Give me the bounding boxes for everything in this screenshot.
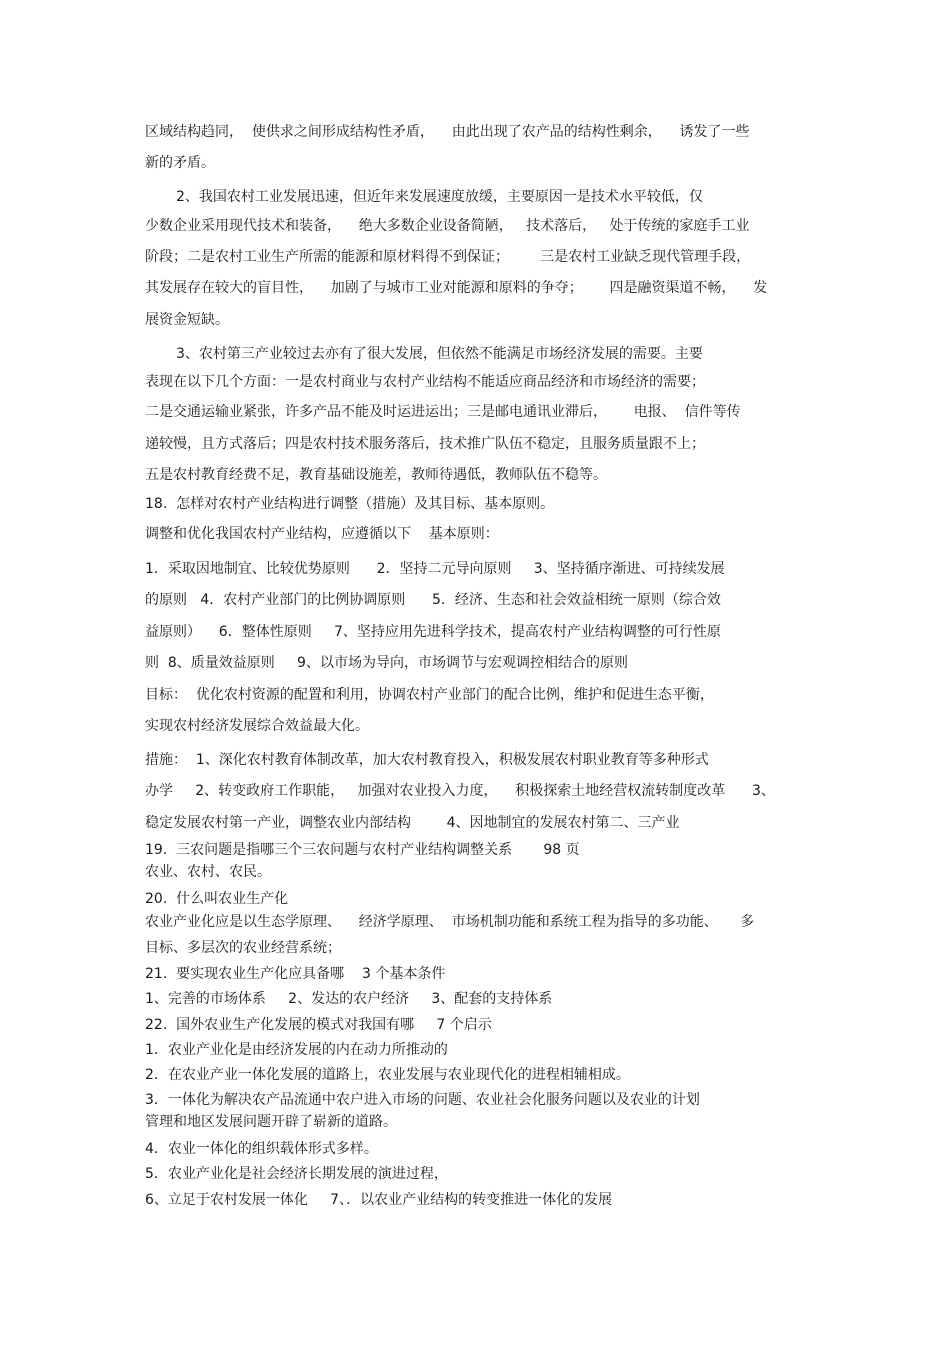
text-line: 管理和地区发展问题开辟了崭新的道路。 <box>145 1114 397 1130</box>
text-line: 6、立足于农村发展一体化 7、．以农业产业结构的转变推进一体化的发展 <box>145 1192 613 1208</box>
heading-q20: 20. 什么叫农业生产化 <box>145 891 289 907</box>
text-line: 展资金短缺。 <box>145 312 229 328</box>
text-line: 5．农业产业化是社会经济长期发展的演进过程， <box>145 1166 448 1182</box>
text-line: 递较慢，且方式落后；四是农村技术服务落后，技术推广队伍不稳定，且服务质量跟不上； <box>145 436 705 452</box>
text-line: 则 8、质量效益原则 9、以市场为导向，市场调节与宏观调控相结合的原则 <box>145 655 628 671</box>
heading-q22: 22. 国外农业生产化发展的模式对我国有哪 7 个启示 <box>145 1017 492 1033</box>
text-line: 目标、多层次的农业经营系统； <box>145 940 341 956</box>
text-line: 二是交通运输业紧张，许多产品不能及时运进运出；三是邮电通讯业滞后， 电报、 信件等传 <box>145 404 741 420</box>
heading-q19: 19. 三农问题是指哪三个三农问题与农村产业结构调整关系 98 页 <box>145 842 580 858</box>
text-line: 1．采取因地制宜、比较优势原则 2．坚持二元导向原则 3、坚持循序渐进、可持续发展 <box>145 561 725 577</box>
text-line: 少数企业采用现代技术和装备， 绝大多数企业设备简陋， 技术落后， 处于传统的家庭手工业 <box>145 218 750 234</box>
text-line: 稳定发展农村第一产业，调整农业内部结构 4、因地制宜的发展农村第二、三产业 <box>145 815 680 831</box>
text-line: 益原则） 6．整体性原则 7、坚持应用先进科学技术，提高农村产业结构调整的可行性原 <box>145 624 721 640</box>
text-line: 4．农业一体化的组织载体形式多样。 <box>145 1141 378 1157</box>
text-line: 2．在农业产业一体化发展的道路上，农业发展与农业现代化的进程相辅相成。 <box>145 1067 630 1083</box>
text-line: 的原则 4．农村产业部门的比例协调原则 5．经济、生态和社会效益相统一原则（综合效 <box>145 592 721 608</box>
text-line: 目标： 优化农村资源的配置和利用，协调农村产业部门的配合比例，维护和促进生态平衡， <box>145 687 714 703</box>
text-line: 五是农村教育经费不足，教育基础设施差，教师待遇低，教师队伍不稳等。 <box>145 467 607 483</box>
heading-q18: 18. 怎样对农村产业结构进行调整（措施）及其目标、基本原则。 <box>145 496 555 512</box>
text-line: 办学 2、转变政府工作职能， 加强对农业投入力度， 积极探索土地经营权流转制度改革 3、 <box>145 783 775 799</box>
text-line: 3．一体化为解决农产品流通中农户进入市场的问题、农业社会化服务问题以及农业的计划 <box>145 1092 700 1108</box>
text-line: 措施： 1、深化农村教育体制改革，加大农村教育投入，积极发展农村职业教育等多种形式 <box>145 752 709 768</box>
text-line: 1．农业产业化是由经济发展的内在动力所推动的 <box>145 1042 448 1058</box>
text-line: 其发展存在较大的盲目性， 加剧了与城市工业对能源和原料的争夺； 四是融资渠道不畅， 发 <box>145 280 768 296</box>
text-line: 3、农村第三产业较过去亦有了很大发展，但依然不能满足市场经济发展的需要。主要 <box>176 346 703 362</box>
text-line: 农业产业化应是以生态学原理、 经济学原理、 市场机制功能和系统工程为指导的多功能、 多 <box>145 914 754 930</box>
text-line: 新的矛盾。 <box>145 155 215 171</box>
text-line: 实现农村经济发展综合效益最大化。 <box>145 718 369 734</box>
text-line: 调整和优化我国农村产业结构，应遵循以下 基本原则： <box>145 526 499 542</box>
text-line: 区域结构趋同， 使供求之间形成结构性矛盾， 由此出现了农产品的结构性剩余， 诱发了一些 <box>145 124 750 140</box>
heading-q21: 21. 要实现农业生产化应具备哪 3 个基本条件 <box>145 966 446 982</box>
text-line: 农业、农村、农民。 <box>145 864 271 880</box>
text-line: 1、完善的市场体系 2、发达的农户经济 3、配套的支持体系 <box>145 991 553 1007</box>
text-line: 2、我国农村工业发展迅速，但近年来发展速度放缓，主要原因一是技术水平较低，仅 <box>176 189 703 205</box>
text-line: 表现在以下几个方面：一是农村商业与农村产业结构不能适应商品经济和市场经济的需要； <box>145 374 705 390</box>
text-line: 阶段；二是农村工业生产所需的能源和原材料得不到保证； 三是农村工业缺乏现代管理手段， <box>145 249 751 265</box>
